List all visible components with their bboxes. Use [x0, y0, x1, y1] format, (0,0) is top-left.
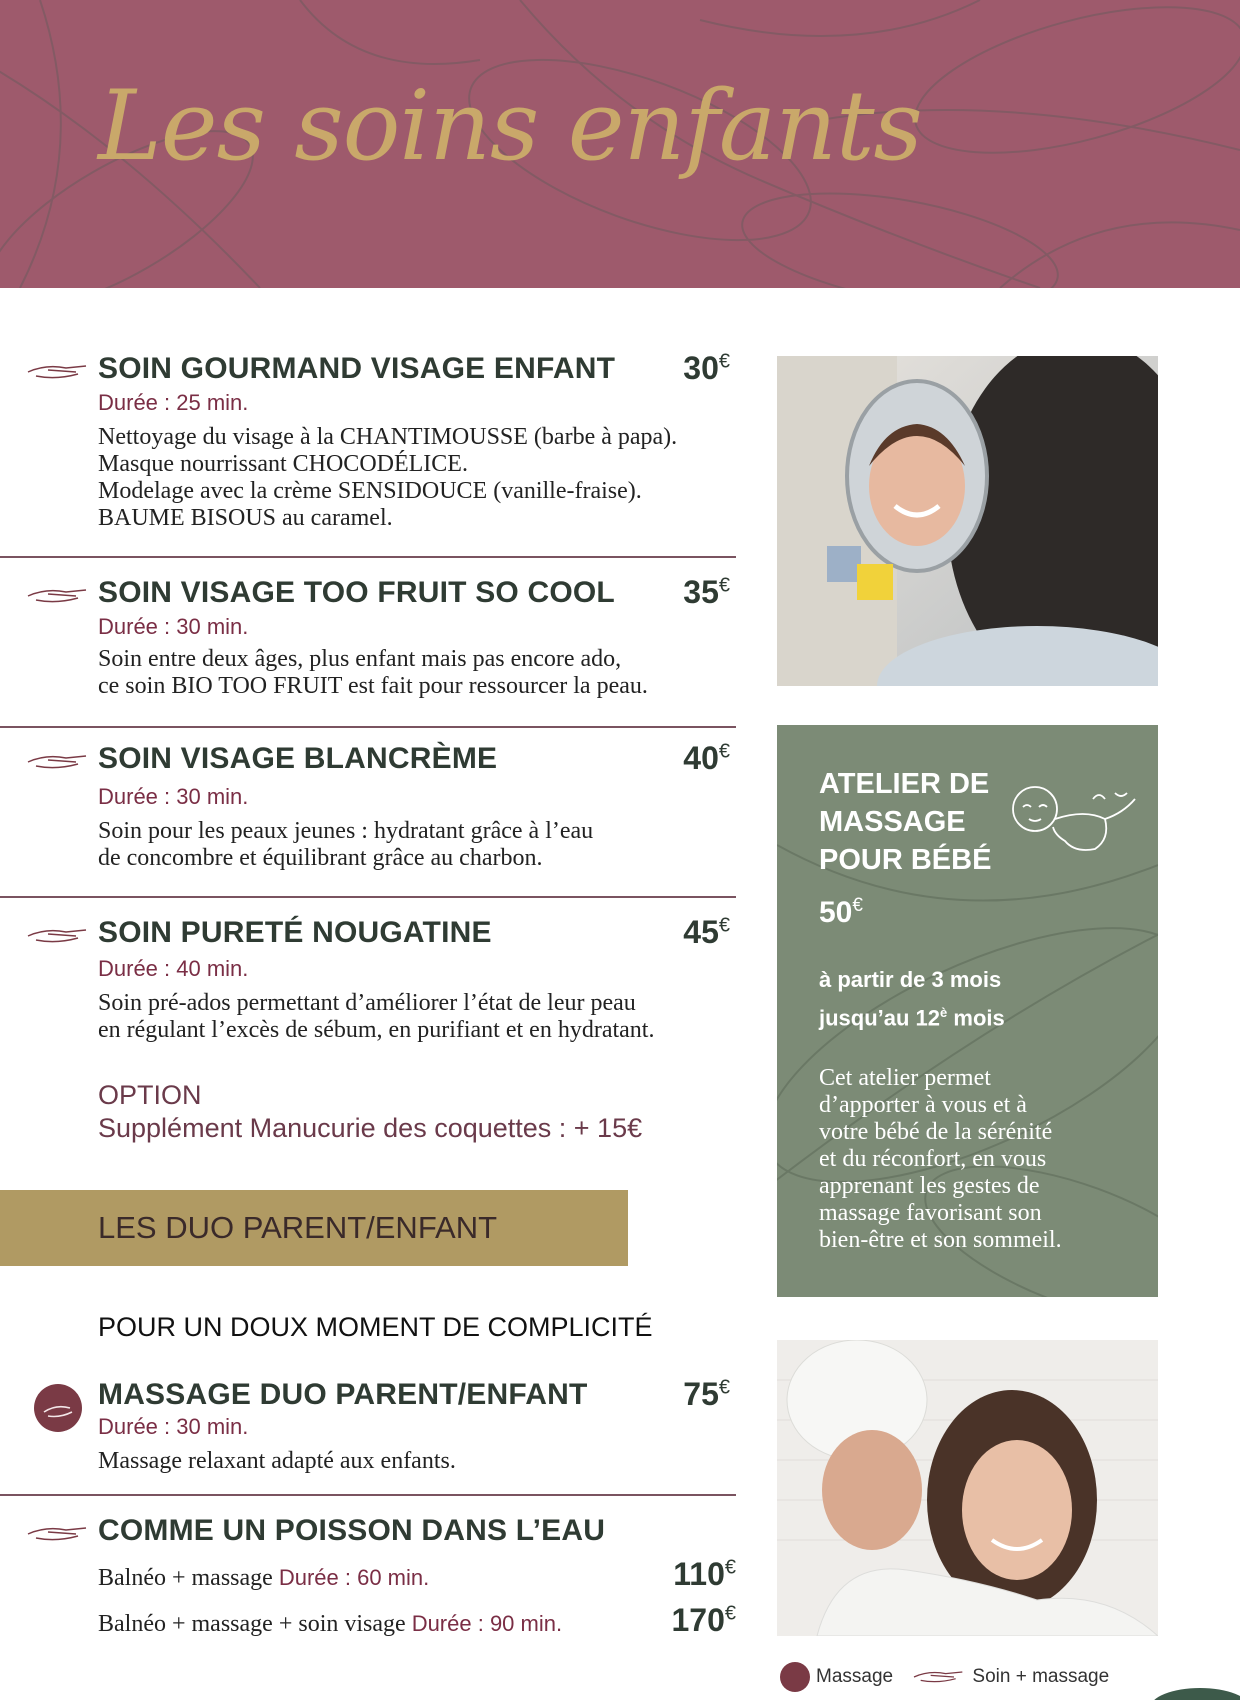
hand-icon: [26, 924, 90, 948]
atelier-age-range: à partir de 3 mois jusqu’au $12^è$ mois: [819, 967, 1005, 1031]
row-price: 110€: [673, 1556, 736, 1592]
service-title: SOIN PURETÉ NOUGATINE: [98, 916, 492, 949]
photo-mother-child: [777, 1340, 1158, 1636]
service-title: SOIN VISAGE TOO FRUIT SO COOL: [98, 576, 615, 609]
service-description: Massage relaxant adapté aux enfants.: [98, 1448, 456, 1474]
service-poisson: [0, 1512, 736, 1572]
row-price: 170€: [671, 1602, 736, 1638]
service-title: SOIN VISAGE BLANCRÈME: [98, 742, 498, 775]
option-text: Supplément Manucurie des coquettes : + 15€: [98, 1113, 643, 1143]
service-massage-duo: [0, 1376, 736, 1486]
service-title: COMME UN POISSON DANS L’EAU: [98, 1514, 606, 1547]
legend-massage-label: Massage: [816, 1666, 894, 1688]
divider: [0, 1494, 736, 1496]
section-tagline: POUR UN DOUX MOMENT DE COMPLICITÉ: [98, 1312, 653, 1342]
divider: [0, 726, 736, 728]
hand-icon: [26, 1522, 90, 1546]
atelier-massage-bebe-card: [777, 725, 1158, 1297]
service-description: Nettoyage du visage à la CHANTIMOUSSE (barbe à papa). Masque nourrissant CHOCODÉLICE. Modelage avec la crème SENSIDOUCE (vanille-fraise). BAUME BISOUS au caramel.: [98, 424, 678, 531]
legend-soin-label: Soin + massage: [972, 1666, 1110, 1688]
service-duration: Durée : 40 min.: [98, 956, 249, 981]
hand-icon: [26, 750, 90, 774]
hand-icon: [26, 360, 90, 384]
hand-icon: [26, 584, 90, 608]
service-purete-nougatine: [0, 914, 736, 1064]
divider: [0, 556, 736, 558]
service-price: 35€: [683, 574, 730, 610]
section-band-duo: [0, 1190, 628, 1266]
service-description: Soin entre deux âges, plus enfant mais pas encore ado, ce soin BIO TOO FRUIT est fait pour ressourcer la peau.: [98, 646, 648, 699]
service-description: Soin pour les peaux jeunes : hydratant grâce à l’eau de concombre et équilibrant grâce au charbon.: [98, 818, 594, 871]
corner-decoration: [1150, 1688, 1240, 1700]
atelier-description: Cet atelier permet d’apporter à vous et à votre bébé de la sérénité et du réconfort, en vous apprenant les gestes de massage favorisant son bien-être et son sommeil.: [819, 1065, 1062, 1253]
service-price: 40€: [683, 740, 730, 776]
service-title: MASSAGE DUO PARENT/ENFANT: [98, 1378, 588, 1411]
service-duration: Durée : 30 min.: [98, 784, 249, 809]
section-title: LES DUO PARENT/ENFANT: [98, 1210, 498, 1245]
page-title: Les soins enfants: [98, 70, 922, 182]
service-price: 75€: [683, 1376, 730, 1412]
service-description: Soin pré-ados permettant d’améliorer l’état de leur peau en régulant l’excès de sébum, en purifiant et en hydratant.: [98, 990, 655, 1043]
photo-child-mirror: [777, 356, 1158, 686]
baby-icon: [995, 779, 1143, 859]
divider: [0, 896, 736, 898]
service-blancreme: [0, 740, 736, 890]
atelier-title: ATELIER DE MASSAGE POUR BÉBÉ: [819, 768, 992, 876]
service-duration: Durée : 30 min.: [98, 1414, 249, 1439]
service-too-fruit: [0, 574, 736, 724]
service-duration: Durée : 25 min.: [98, 390, 249, 415]
service-price: 45€: [683, 914, 730, 950]
price-row: Balnéo + massage + soin visage Durée : 90 min.: [98, 1611, 563, 1637]
service-title: SOIN GOURMAND VISAGE ENFANT: [98, 352, 616, 385]
service-price: 30€: [683, 350, 730, 386]
icon-legend: [780, 1662, 1109, 1692]
option-block: [98, 1079, 642, 1145]
service-soin-gourmand: [0, 350, 736, 560]
hand-icon: [910, 1667, 968, 1687]
option-label: OPTION: [98, 1080, 202, 1110]
atelier-price: 50€: [819, 895, 863, 929]
header-banner: [0, 0, 1240, 288]
price-row: Balnéo + massage Durée : 60 min.: [98, 1565, 430, 1591]
service-duration: Durée : 30 min.: [98, 614, 249, 639]
massage-badge-icon: [780, 1662, 810, 1692]
